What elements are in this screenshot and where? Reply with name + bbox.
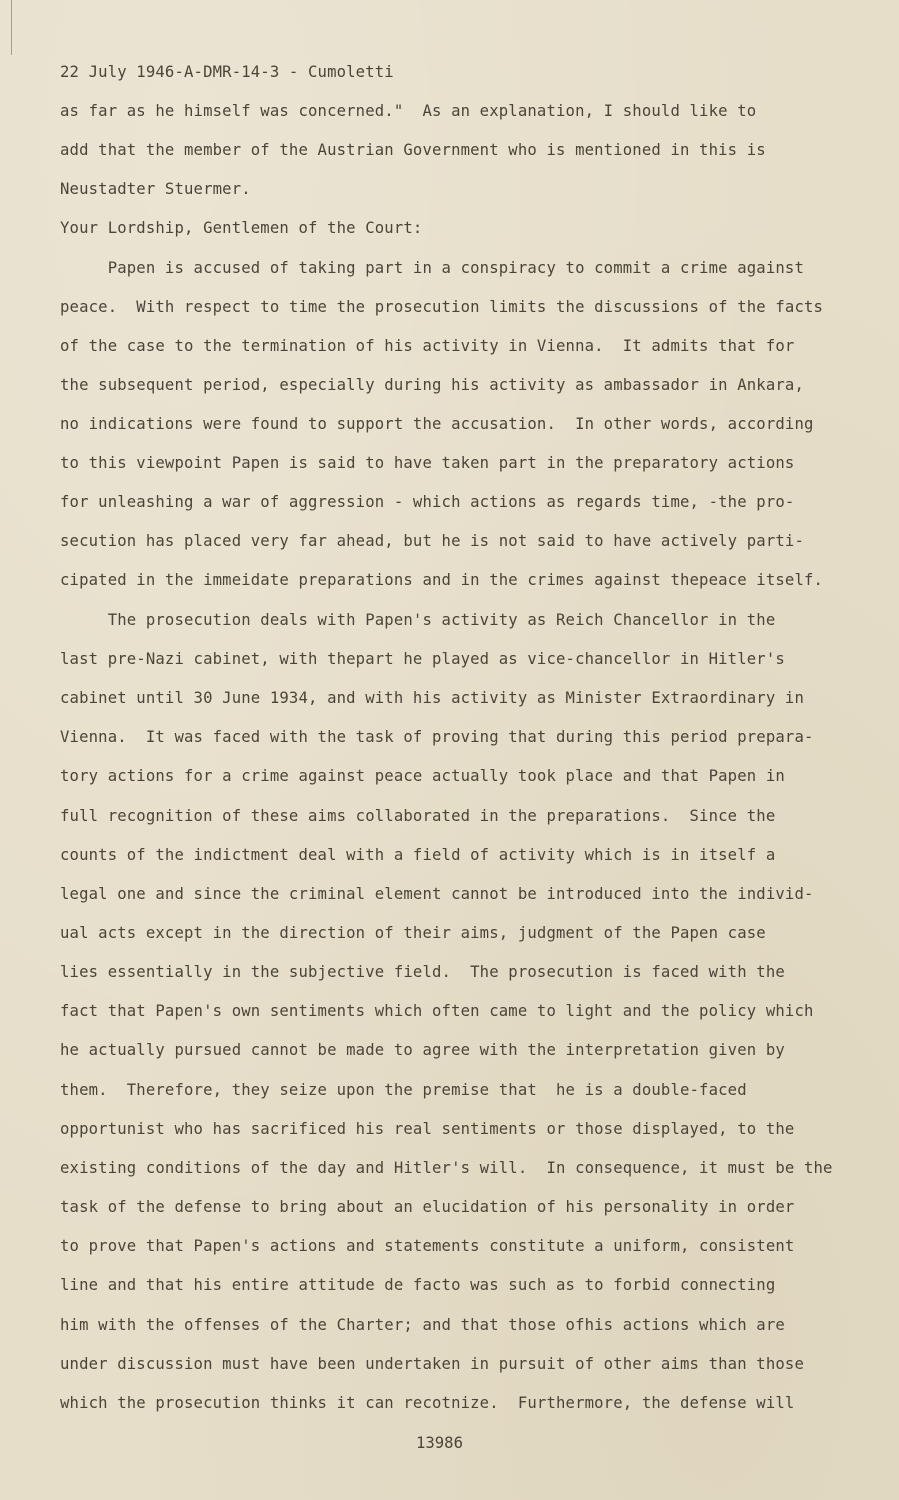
text-line: line and that his entire attitude de facto was such as to forbid connecting	[60, 1276, 776, 1294]
text-line: him with the offenses of the Charter; and that those ofhis actions which are	[60, 1316, 785, 1334]
text-line: Papen is accused of taking part in a conspiracy to commit a crime against	[60, 259, 804, 277]
text-line: counts of the indictment deal with a field of activity which is in itself a	[60, 846, 776, 864]
text-line: fact that Papen's own sentiments which often came to light and the policy which	[60, 1002, 814, 1020]
document-header: 22 July 1946-A-DMR-14-3 - Cumoletti	[60, 63, 394, 81]
text-line: Vienna. It was faced with the task of proving that during this period prepara-	[60, 728, 814, 746]
text-line: secution has placed very far ahead, but he is not said to have actively parti-	[60, 532, 804, 550]
text-line: he actually pursued cannot be made to agree with the interpretation given by	[60, 1041, 785, 1059]
text-line: which the prosecution thinks it can recotnize. Furthermore, the defense will	[60, 1394, 795, 1412]
text-line: as far as he himself was concerned." As an explanation, I should like to	[60, 102, 757, 120]
text-line: the subsequent period, especially during his activity as ambassador in Ankara,	[60, 376, 804, 394]
text-line: add that the member of the Austrian Government who is mentioned in this is	[60, 141, 766, 159]
text-line: tory actions for a crime against peace actually took place and that Papen in	[60, 767, 785, 785]
page-edge-mark	[11, 0, 12, 55]
text-line: cabinet until 30 June 1934, and with his activity as Minister Extraordinary in	[60, 689, 804, 707]
text-line: cipated in the immeidate preparations and in the crimes against thepeace itself.	[60, 571, 824, 589]
text-line: peace. With respect to time the prosecution limits the discussions of the facts	[60, 298, 824, 316]
text-line: to prove that Papen's actions and statements constitute a uniform, consistent	[60, 1237, 795, 1255]
text-line: existing conditions of the day and Hitler's will. In consequence, it must be the	[60, 1159, 833, 1177]
text-line: legal one and since the criminal element cannot be introduced into the individ-	[60, 885, 814, 903]
text-line: under discussion must have been undertaken in pursuit of other aims than those	[60, 1355, 804, 1373]
text-line: The prosecution deals with Papen's activity as Reich Chancellor in the	[60, 611, 776, 629]
text-line: opportunist who has sacrificed his real sentiments or those displayed, to the	[60, 1120, 795, 1138]
text-line: of the case to the termination of his activity in Vienna. It admits that for	[60, 337, 795, 355]
text-line: for unleashing a war of aggression - which actions as regards time, -the pro-	[60, 493, 795, 511]
text-line: full recognition of these aims collaborated in the preparations. Since the	[60, 807, 776, 825]
text-line: Neustadter Stuermer.	[60, 180, 251, 198]
salutation-line: Your Lordship, Gentlemen of the Court:	[60, 219, 423, 237]
text-line: to this viewpoint Papen is said to have taken part in the preparatory actions	[60, 454, 795, 472]
text-line: lies essentially in the subjective field. The prosecution is faced with the	[60, 963, 785, 981]
text-line: last pre-Nazi cabinet, with thepart he played as vice-chancellor in Hitler's	[60, 650, 785, 668]
text-line: task of the defense to bring about an elucidation of his personality in order	[60, 1198, 795, 1216]
page-number: 13986	[416, 1434, 463, 1452]
text-line: ual acts except in the direction of their aims, judgment of the Papen case	[60, 924, 766, 942]
text-line: no indications were found to support the accusation. In other words, according	[60, 415, 814, 433]
text-line: them. Therefore, they seize upon the premise that he is a double-faced	[60, 1081, 747, 1099]
